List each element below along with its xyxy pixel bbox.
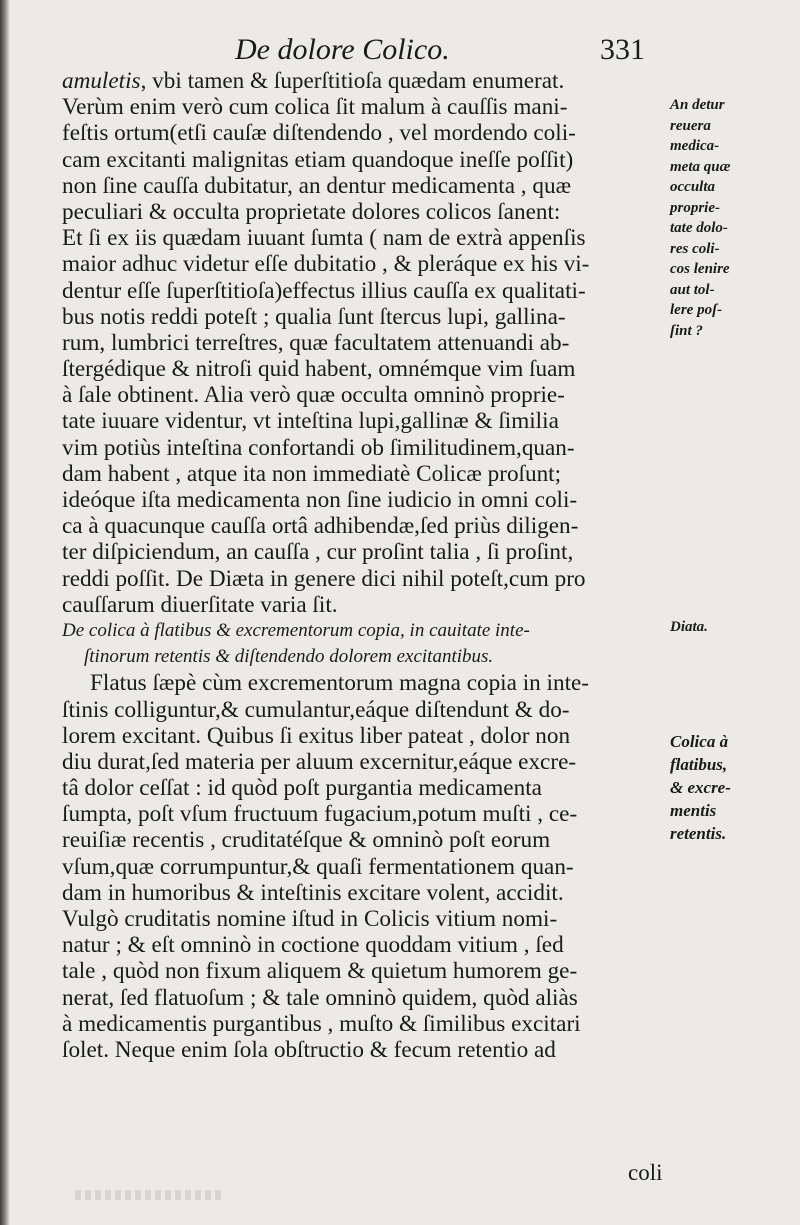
margin-note-line: cos lenire xyxy=(670,261,730,277)
text-line: Flatus ſæpè cùm excrementorum magna copia in inte- xyxy=(90,670,590,697)
margin-note-line: mentis xyxy=(670,801,717,820)
margin-note-line: Colica à xyxy=(670,732,729,751)
text-line: natur ; & eſt omninò in coctione quoddam vitium , ſed xyxy=(62,932,564,959)
page-binding-edge xyxy=(0,0,10,1225)
text-line: ter diſpiciendum, an cauſſa , cur proſint talia , ſi proſint, xyxy=(62,539,574,566)
section-heading-line: De colica à flatibus & excrementorum copia, in cauitate inte- xyxy=(62,619,530,641)
text-line: tâ dolor ceſſat : id quòd poſt purgantia medicamenta xyxy=(62,775,542,802)
text-line: dentur eſſe ſuperſtitioſa)effectus illius cauſſa ex qualitati- xyxy=(62,277,586,304)
margin-note-line: aut tol- xyxy=(670,281,715,298)
text-line: nerat, ſed flatuoſum ; & tale omninò quidem, quòd aliàs xyxy=(62,984,578,1011)
text-line: cauſſarum diuerſitate varia ſit. xyxy=(62,591,338,618)
text-line: lorem excitant. Quibus ſi exitus liber pateat , dolor non xyxy=(62,722,571,749)
running-title: De dolore Colico. xyxy=(235,33,450,66)
main-text-block xyxy=(62,68,667,1063)
text-line: rum, lumbrici terreſtres, quæ facultatem attenuandi ab- xyxy=(62,329,570,356)
text-line: ca à quacunque cauſſa ortâ adhibendæ,ſed priùs diligen- xyxy=(62,513,579,540)
margin-note-diet xyxy=(670,617,795,638)
text-line: reddi poſſit. De Diæta in genere dici nihil poteſt,cum pro xyxy=(62,565,586,592)
text-line: ſtinis colliguntur,& cumulantur,eáque diſtendunt & do- xyxy=(62,696,570,723)
margin-note-line: An detur xyxy=(670,97,725,113)
margin-note-colica-flatibus xyxy=(670,730,795,845)
text-line: à medicamentis purgantibus , muſto & ſimilibus excitari xyxy=(62,1010,581,1037)
text-line: tale , quòd non fixum aliquem & quietum humorem ge- xyxy=(62,958,578,985)
text-line: peculiari & occulta proprietate dolores colicos ſanent: xyxy=(62,198,561,225)
margin-note-line: occulta xyxy=(670,179,715,195)
text-line: ſtergédique & nitroſi quid habent, omnémque vim ſuam xyxy=(62,356,576,383)
margin-note-line: ſint ? xyxy=(670,322,703,339)
text-line xyxy=(62,68,667,94)
text-line: maior adhuc videtur eſſe dubitatio , & pleráque ex his vi- xyxy=(62,251,590,278)
margin-note-line: reuera xyxy=(670,117,711,134)
text-line: vſum,quæ corrumpuntur,& quaſi fermentationem quan- xyxy=(62,853,574,880)
margin-note-line: res coli- xyxy=(670,240,720,257)
page-number: 331 xyxy=(600,33,645,66)
margin-note-medicaments xyxy=(670,95,795,341)
text-line: cam excitanti malignitas etiam quandoque ineſſe poſſit) xyxy=(62,146,574,173)
text-line: Vulgò cruditatis nomine iſtud in Colicis vitium nomi- xyxy=(62,906,558,932)
catchword: coli xyxy=(628,1160,663,1185)
text-line: ideóque iſta medicamenta non ſine iudicio in omni coli- xyxy=(62,487,578,513)
margin-note-line: lere poſ- xyxy=(670,302,723,318)
margin-note-line: medica- xyxy=(670,138,720,154)
text-line: feſtis ortum(etſi cauſæ diſtendendo , vel mordendo coli- xyxy=(62,120,576,147)
text-line: reuiſiæ recentis , cruditatéſque & omninò poſt eorum xyxy=(62,827,551,854)
section-heading-line: ſtinorum retentis & diſtendendo dolorem excitantibus. xyxy=(84,646,494,668)
running-header xyxy=(235,33,655,69)
text-line-italic-word: amuletis xyxy=(62,68,141,94)
margin-note-line: flatibus, xyxy=(670,755,728,774)
text-line: Et ſi ex iis quædam iuuant ſumta ( nam de extrà appenſis xyxy=(62,225,586,252)
text-line: vim potiùs inteſtina confortandi ob ſimilitudinem,quan- xyxy=(62,434,575,461)
margin-note-line: & excre- xyxy=(670,778,731,797)
text-line: non ſine cauſſa dubitatur, an dentur medicamenta , quæ xyxy=(62,172,572,199)
margin-note-line: meta quæ xyxy=(670,158,731,175)
text-line: dam in humoribus & inteſtinis excitare volent, accidit. xyxy=(62,879,564,906)
margin-note-line: Diata. xyxy=(670,619,708,635)
margin-note-line: tate dolo- xyxy=(670,220,728,236)
text-line: bus notis reddi poteſt ; qualia ſunt ſtercus lupi, gallina- xyxy=(62,303,566,330)
show-through-bleed xyxy=(75,1190,225,1200)
text-line: Verùm enim verò cum colica ſit malum à cauſſis mani- xyxy=(62,94,568,121)
text-line: dam habent , atque ita non immediatè Colicæ proſunt; xyxy=(62,460,562,487)
margin-note-line: retentis. xyxy=(670,824,727,843)
text-line: tate iuuare videntur, vt inteſtina lupi,gallinæ & ſimilia xyxy=(62,408,559,435)
text-line: à ſale obtinent. Alia verò quæ occulta omninò proprie- xyxy=(62,382,565,409)
text-line: ſumpta, poſt vſum fructuum fugacium,potum muſti , ce- xyxy=(62,801,578,828)
margin-note-line: proprie- xyxy=(670,199,720,216)
text-line: ſolet. Neque enim ſola obſtructio & fecum retentio ad xyxy=(62,1036,556,1063)
text-line: diu durat,ſed materia per aluum excernitur,eáque excre- xyxy=(62,748,577,775)
text-line-rest: , vbi tamen & ſuperſtitioſa quædam enumerat. xyxy=(140,68,565,94)
